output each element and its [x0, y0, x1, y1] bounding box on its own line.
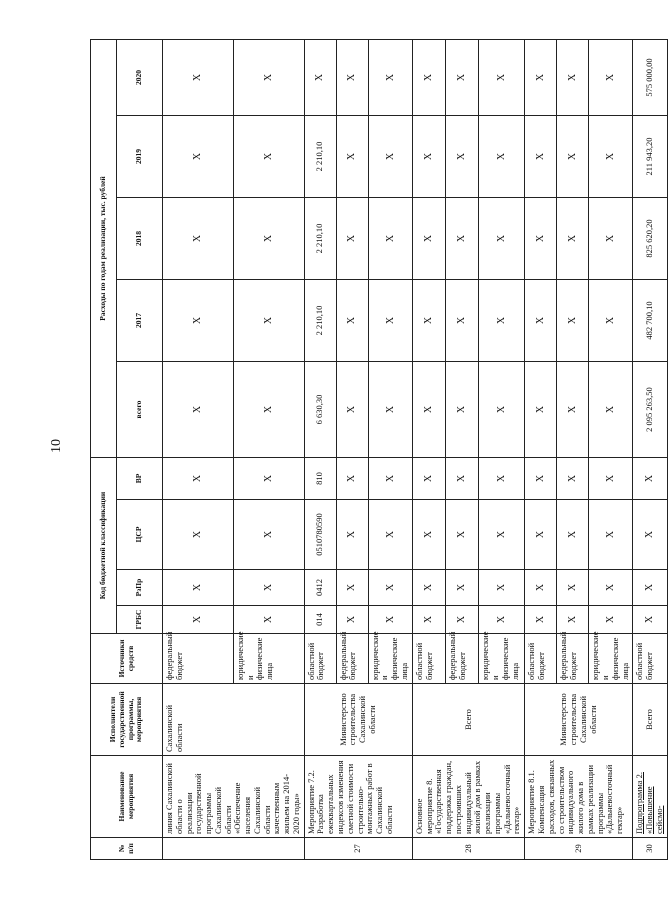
cell-grbs: X — [163, 606, 234, 634]
cell-2018: X — [557, 198, 589, 280]
header-csr: ЦСР — [117, 500, 163, 570]
cell-total: X — [589, 362, 633, 458]
header-sources: Источники средств — [91, 634, 163, 684]
row-executor: Сахалинской области — [163, 684, 305, 756]
row-num — [163, 838, 305, 860]
cell-2020: X — [233, 40, 304, 116]
cell-2017: X — [233, 280, 304, 362]
cell-2019: 2 210,10 — [304, 116, 336, 198]
cell-2018: 825 620,20 — [633, 198, 667, 280]
row-source: юридические и физические лица — [589, 634, 633, 684]
cell-2018: X — [412, 198, 445, 280]
cell-2018: X — [233, 198, 304, 280]
row-name: линия Сахалинской области о реализации государственной программы Сахалинской области «Обеспечение населения Сахалинской области качественным жильем на 2014-2020 годы» — [163, 756, 305, 838]
cell-2017: X — [525, 280, 557, 362]
cell-2017: X — [163, 280, 234, 362]
cell-total: 2 095 263,50 — [633, 362, 667, 458]
table-row — [633, 40, 667, 860]
cell-grbs: X — [233, 606, 304, 634]
cell-grbs: X — [479, 606, 525, 634]
cell-2018: X — [446, 198, 479, 280]
cell-grbs: 014 — [304, 606, 336, 634]
cell-2020: 575 000,00 — [633, 40, 667, 116]
cell-vr: 810 — [304, 458, 336, 500]
row-source: юридические и физические лица — [479, 634, 525, 684]
row-source: федеральный бюджет — [163, 634, 234, 684]
cell-total: X — [479, 362, 525, 458]
cell-2019: X — [368, 116, 412, 198]
header-budget-code: Код бюджетной классификации — [91, 458, 117, 634]
cell-total: X — [412, 362, 445, 458]
table-row — [304, 40, 336, 860]
row-source: областной бюджет — [525, 634, 557, 684]
cell-csr: 0510780590 — [304, 500, 336, 570]
cell-total: X — [446, 362, 479, 458]
cell-vr: X — [633, 458, 667, 500]
cell-2017: X — [412, 280, 445, 362]
cell-grbs: X — [589, 606, 633, 634]
row-source: федеральный бюджет — [446, 634, 479, 684]
table-row — [412, 40, 445, 860]
cell-csr: X — [589, 500, 633, 570]
cell-2017: X — [589, 280, 633, 362]
cell-rzpr: X — [633, 570, 667, 606]
cell-csr: X — [163, 500, 234, 570]
cell-2020: X — [304, 40, 336, 116]
cell-vr: X — [479, 458, 525, 500]
cell-2020: X — [557, 40, 589, 116]
row-name: Мероприятие 8.1. Компенсация расходов, связанных со строительством индивидуального жилого дома в рамках реализации программы «Дальневосточный гектар» — [525, 756, 633, 838]
cell-2018: 2 210,10 — [304, 198, 336, 280]
header-2017: 2017 — [117, 280, 163, 362]
cell-csr: X — [412, 500, 445, 570]
header-2020: 2020 — [117, 40, 163, 116]
cell-2020: X — [446, 40, 479, 116]
cell-2017: 2 210,10 — [304, 280, 336, 362]
header-name: Наименование мероприятия — [91, 756, 163, 838]
row-source: федеральный бюджет — [557, 634, 589, 684]
row-source: юридические и физические лица — [368, 634, 412, 684]
cell-2018: X — [336, 198, 368, 280]
cell-2017: X — [557, 280, 589, 362]
table-row — [163, 40, 234, 860]
row-name: Основное мероприятие 8. «Государственная поддержка граждан, построивших индивидуальный жилой дом в рамках реализации программы «Дальневосточный гектар» — [412, 756, 524, 838]
cell-vr: X — [233, 458, 304, 500]
cell-2019: X — [557, 116, 589, 198]
row-num: 28 — [412, 838, 524, 860]
cell-2017: X — [446, 280, 479, 362]
cell-2020: X — [412, 40, 445, 116]
cell-vr: X — [525, 458, 557, 500]
budget-table-container — [90, 40, 664, 860]
cell-2017: X — [368, 280, 412, 362]
cell-csr: X — [557, 500, 589, 570]
cell-rzpr: X — [412, 570, 445, 606]
header-expenses: Расходы по годам реализации, тыс. рублей — [91, 40, 117, 458]
cell-total: X — [233, 362, 304, 458]
table-row — [525, 40, 557, 860]
cell-vr: X — [336, 458, 368, 500]
cell-rzpr: 0412 — [304, 570, 336, 606]
cell-total: X — [557, 362, 589, 458]
cell-2020: X — [368, 40, 412, 116]
header-rzpr: РзПр — [117, 570, 163, 606]
row-source: юридические и физические лица — [233, 634, 304, 684]
cell-grbs: X — [368, 606, 412, 634]
cell-vr: X — [368, 458, 412, 500]
cell-rzpr: X — [368, 570, 412, 606]
cell-2017: X — [336, 280, 368, 362]
header-grbs: ГРБС — [117, 606, 163, 634]
cell-total: X — [525, 362, 557, 458]
page-number: 10 — [49, 439, 64, 453]
cell-2019: X — [163, 116, 234, 198]
cell-vr: X — [446, 458, 479, 500]
row-executor: Всего — [633, 684, 667, 756]
header-2018: 2018 — [117, 198, 163, 280]
row-executor: Министерство строительства Сахалинской области — [304, 684, 412, 756]
header-executors: Исполнители государственной программы, мероприятия — [91, 684, 163, 756]
row-name: Мероприятие 7.2. Разработка ежеквартальных индексов изменения сметной стоимости строительно-монтажных работ в Сахалинской области — [304, 756, 412, 838]
cell-grbs: X — [557, 606, 589, 634]
row-num: 27 — [304, 838, 412, 860]
cell-2018: X — [368, 198, 412, 280]
cell-2020: X — [336, 40, 368, 116]
cell-2020: X — [589, 40, 633, 116]
cell-2018: X — [163, 198, 234, 280]
cell-2017: X — [479, 280, 525, 362]
cell-2018: X — [525, 198, 557, 280]
cell-total: 6 630,30 — [304, 362, 336, 458]
cell-grbs: X — [633, 606, 667, 634]
row-source: областной бюджет — [304, 634, 336, 684]
cell-2019: X — [479, 116, 525, 198]
cell-2019: 211 943,20 — [633, 116, 667, 198]
cell-2019: X — [446, 116, 479, 198]
cell-2017: 482 700,10 — [633, 280, 667, 362]
cell-csr: X — [336, 500, 368, 570]
cell-grbs: X — [336, 606, 368, 634]
cell-2019: X — [589, 116, 633, 198]
cell-csr: X — [633, 500, 667, 570]
header-num: № п/п — [91, 838, 163, 860]
row-source: областной бюджет — [633, 634, 667, 684]
cell-2020: X — [525, 40, 557, 116]
cell-rzpr: X — [336, 570, 368, 606]
row-num: 30 — [633, 838, 667, 860]
header-2019: 2019 — [117, 116, 163, 198]
cell-2018: X — [479, 198, 525, 280]
cell-csr: X — [446, 500, 479, 570]
cell-vr: X — [412, 458, 445, 500]
cell-rzpr: X — [446, 570, 479, 606]
cell-vr: X — [557, 458, 589, 500]
cell-2020: X — [163, 40, 234, 116]
cell-csr: X — [368, 500, 412, 570]
cell-2018: X — [589, 198, 633, 280]
cell-rzpr: X — [233, 570, 304, 606]
cell-rzpr: X — [525, 570, 557, 606]
cell-rzpr: X — [163, 570, 234, 606]
cell-2020: X — [479, 40, 525, 116]
row-source: федеральный бюджет — [336, 634, 368, 684]
cell-csr: X — [479, 500, 525, 570]
cell-2019: X — [525, 116, 557, 198]
row-num: 29 — [525, 838, 633, 860]
cell-2019: X — [233, 116, 304, 198]
row-executor: Министерство строительства Сахалинской области — [525, 684, 633, 756]
cell-rzpr: X — [479, 570, 525, 606]
cell-csr: X — [525, 500, 557, 570]
cell-2019: X — [412, 116, 445, 198]
cell-csr: X — [233, 500, 304, 570]
cell-2019: X — [336, 116, 368, 198]
cell-vr: X — [589, 458, 633, 500]
cell-rzpr: X — [557, 570, 589, 606]
cell-grbs: X — [412, 606, 445, 634]
cell-total: X — [368, 362, 412, 458]
header-vr: ВР — [117, 458, 163, 500]
header-total: всего — [117, 362, 163, 458]
cell-total: X — [163, 362, 234, 458]
cell-rzpr: X — [589, 570, 633, 606]
cell-grbs: X — [525, 606, 557, 634]
row-executor: Всего — [412, 684, 524, 756]
cell-total: X — [336, 362, 368, 458]
budget-table — [90, 39, 668, 860]
row-source: областной бюджет — [412, 634, 445, 684]
row-name: Подпрограмма 2. «Повышение сейсмо- — [633, 756, 667, 838]
cell-grbs: X — [446, 606, 479, 634]
cell-vr: X — [163, 458, 234, 500]
